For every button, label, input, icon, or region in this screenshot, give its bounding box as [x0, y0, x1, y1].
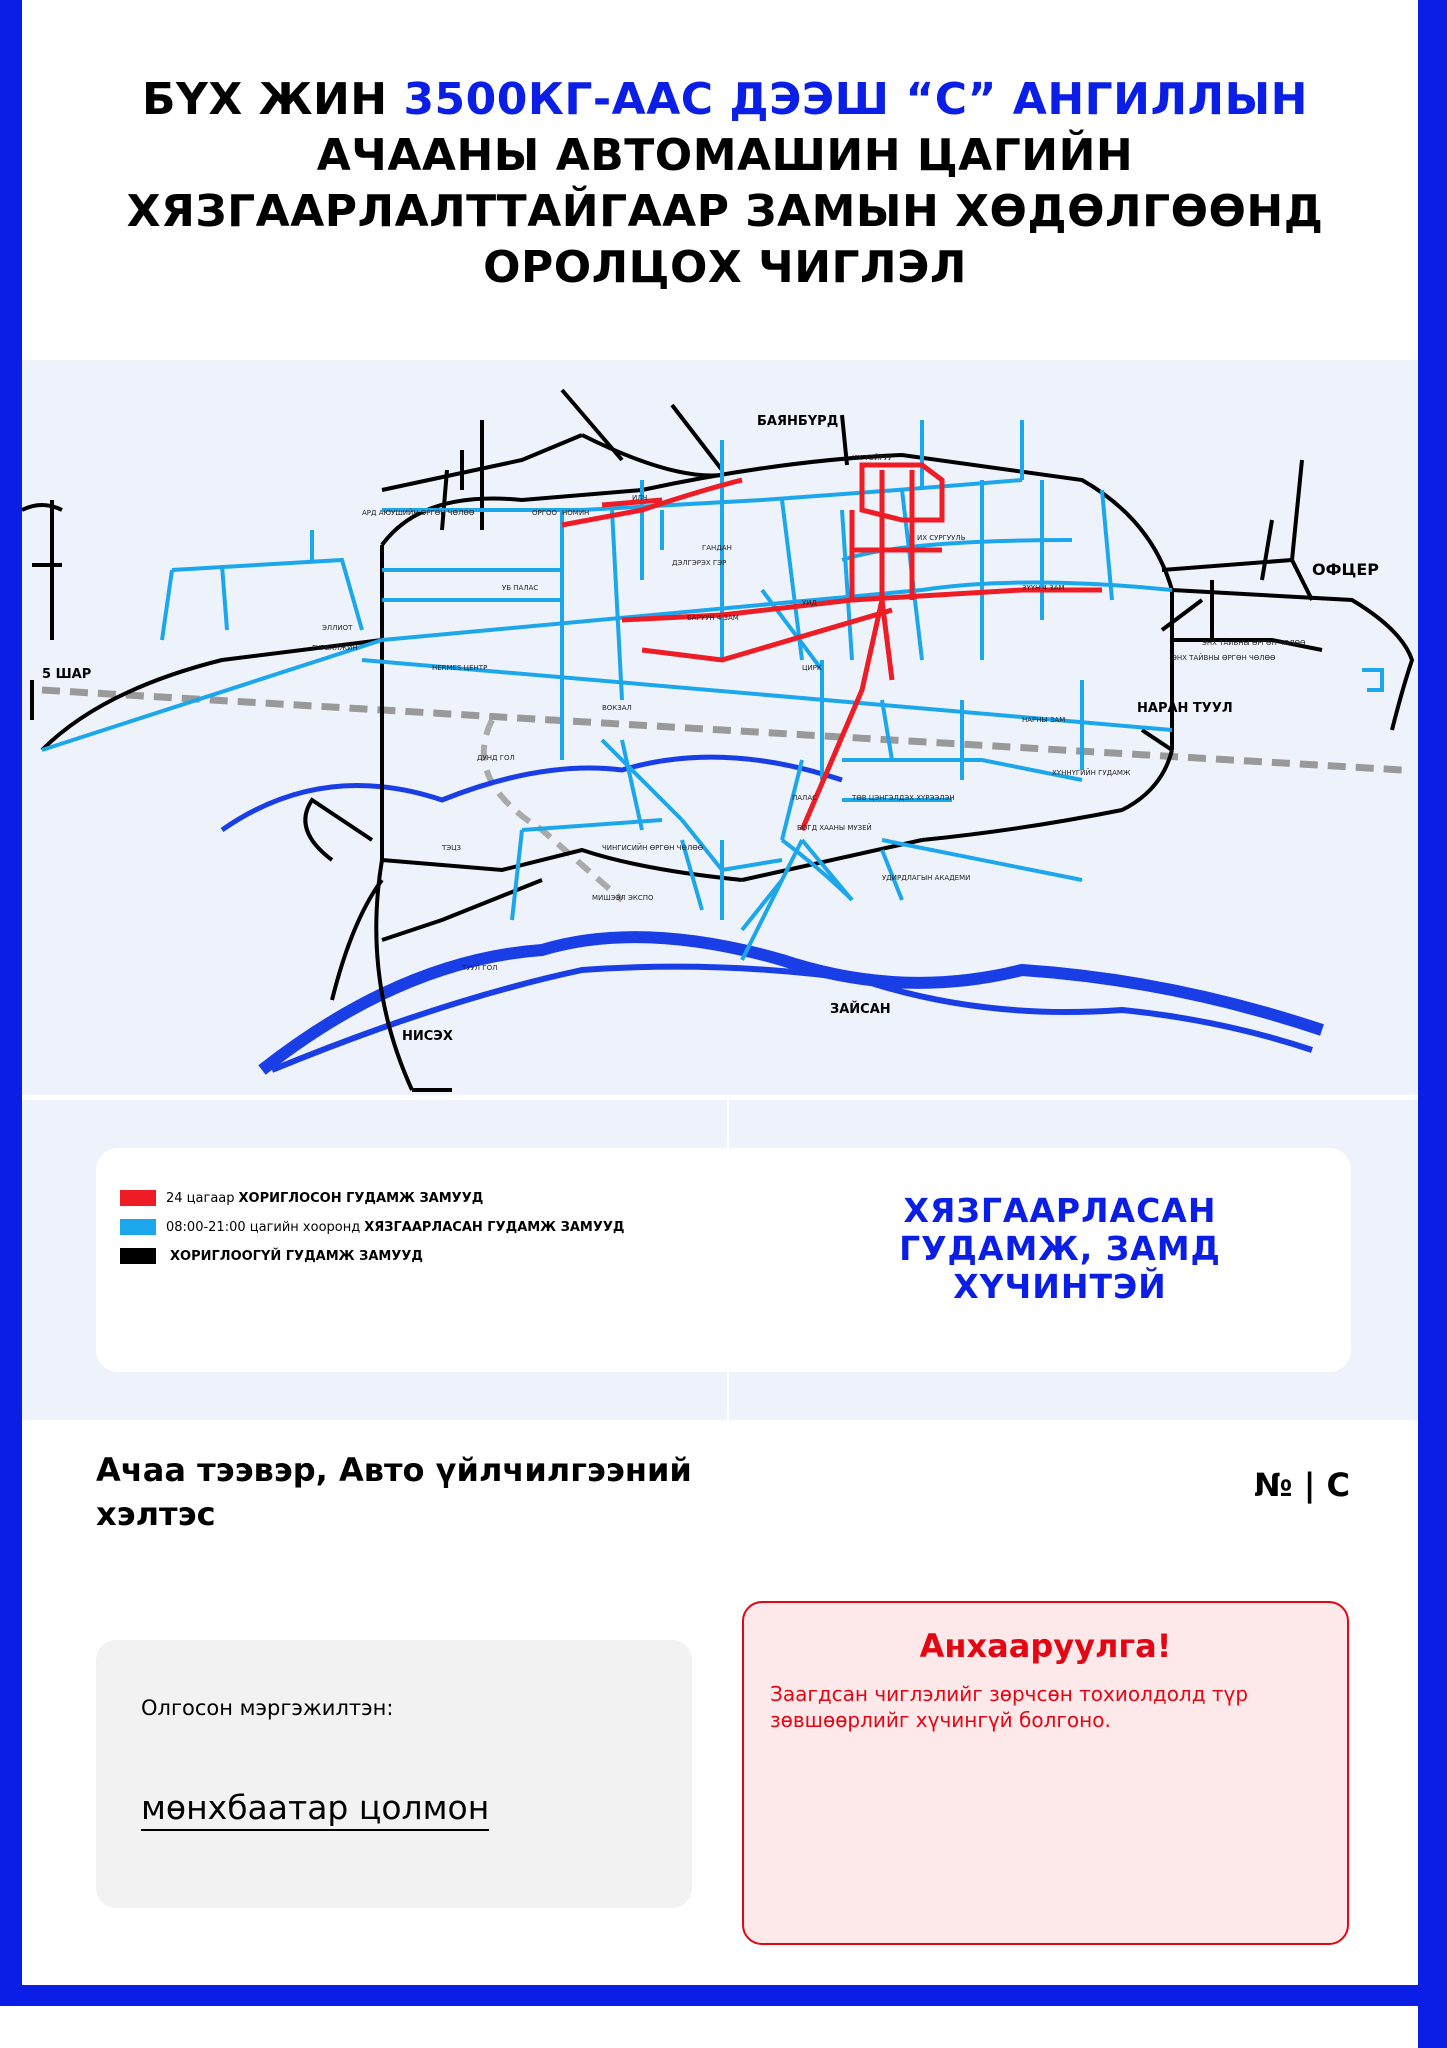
street-label: МИШЭЭЛ ЭКСПО — [592, 894, 654, 902]
street-label: ПАЛАС — [792, 794, 817, 802]
legend-swatch-red — [120, 1190, 156, 1206]
validity-text: ХЯЗГААРЛАСАН ГУДАМЖ, ЗАМД ХҮЧИНТЭЙ — [899, 1191, 1221, 1306]
legend-bold: ХОРИГЛОСОН ГУДАМЖ ЗАМУУД — [238, 1190, 484, 1206]
district-label: ЗАЙСАН — [830, 1002, 891, 1017]
bottom-border — [0, 1985, 1447, 2006]
street-label: ИЛЧ — [632, 494, 648, 502]
street-label: ИХ ТОЙРУУ — [852, 454, 893, 462]
document-number: № | С — [1254, 1466, 1350, 1504]
district-label: 5 ШАР — [42, 667, 92, 682]
street-label: УДИРДЛАГЫН АКАДЕМИ — [882, 874, 971, 882]
street-label: ЧИНГИСИЙН ӨРГӨН ЧӨЛӨӨ — [602, 844, 704, 852]
street-label: НОМИН — [562, 509, 590, 517]
railway-branch — [484, 720, 622, 900]
left-border — [0, 0, 22, 2004]
district-label: НИСЭХ — [402, 1029, 453, 1044]
street-label: HERMES ЦЕНТР — [432, 664, 488, 672]
street-label: ЗҮҮН 4 ЗАМ — [1022, 584, 1065, 592]
legend-bold: ХОРИГЛООГҮЙ ГУДАМЖ ЗАМУУД — [170, 1248, 423, 1264]
street-label: НАРНЫ ЗАМ — [1022, 716, 1066, 724]
warning-body: Заагдсан чиглэлийг зөрчсөн тохиолдолд түр зөвшөөрлийг хүчингүй болгоно. — [770, 1682, 1249, 1732]
street-label: ОРГОО — [532, 509, 558, 517]
issuer-name: мөнхбаатар цолмон — [141, 1788, 489, 1831]
street-label: ЭНХ ТАЙВНЫ ӨРГӨН ЧӨЛӨӨ — [1172, 654, 1276, 662]
legend-bold: ХЯЗГААРЛАСАН ГУДАМЖ ЗАМУУД — [364, 1219, 625, 1235]
legend-text: 24 цагаар — [166, 1190, 235, 1206]
street-label: ВОКЗАЛ — [602, 704, 632, 712]
street-label: ЭНХ ТАЙВНЫ ӨРГӨН ЧӨЛӨӨ — [1202, 639, 1306, 647]
page-title — [60, 72, 1390, 296]
title-part-1: БҮХ ЖИН — [141, 74, 404, 125]
street-label: ТУУЛ ГОЛ — [462, 964, 498, 972]
district-label: БАЯНБҮРД — [757, 414, 839, 429]
street-label: ИХ СУРГУУЛЬ — [917, 534, 966, 542]
legend-swatch-blue — [120, 1219, 156, 1235]
dund-river — [222, 757, 842, 830]
street-label: ЦИРК — [802, 664, 822, 672]
restricted-roads — [42, 420, 1172, 960]
tuul-river — [262, 937, 1322, 1070]
district-label: ОФЦЕР — [1312, 560, 1379, 579]
street-label: ДЭЛГЭРЭХ ГЭР — [672, 559, 727, 567]
street-label: УБ ПАЛАС — [502, 584, 539, 592]
title-highlight: 3500КГ-ААС ДЭЭШ “С” АНГИЛЛЫН — [403, 74, 1309, 125]
street-label: ТӨВ ЦЭНГЭЛДЭХ ХҮРЭЭЛЭН — [852, 794, 955, 802]
street-label: УИД — [802, 599, 817, 607]
street-label: ДУНД ГОЛ — [477, 754, 515, 762]
street-label: ТЭЦ3 — [442, 844, 462, 852]
right-border — [1418, 0, 1447, 2048]
warning-box — [742, 1601, 1349, 1945]
street-label: ХҮННҮГИЙН ГУДАМЖ — [1052, 769, 1131, 777]
street-label: БАРУУН 4 ЗАМ — [687, 614, 739, 622]
warning-title: Анхааруулга! — [919, 1627, 1172, 1665]
district-label: НАРАН ТУУЛ — [1137, 701, 1233, 716]
issuer-label: Олгосон мэргэжилтэн: — [141, 1696, 394, 1720]
street-label: ГАНДАН — [702, 544, 732, 552]
legend-item-allowed — [120, 1248, 423, 1264]
route-map-drawing — [22, 360, 1418, 1095]
route-map — [22, 360, 1418, 1095]
issuer-box — [96, 1640, 692, 1908]
department-name: Ачаа тээвэр, Авто үйлчилгээний хэлтэс — [96, 1451, 692, 1533]
title-part-2: АЧААНЫ АВТОМАШИН ЦАГИЙН ХЯЗГААРЛАЛТТАЙГААР ЗАМЫН ХӨДӨЛГӨӨНД ОРОЛЦОХ ЧИГЛЭЛ — [126, 130, 1324, 293]
street-label: АРД АЮУШИЙН ӨРГӨН ЧӨЛӨӨ — [362, 509, 475, 517]
street-label: ГУРВАЛЖИН — [312, 644, 358, 652]
street-label: БОГД ХААНЫ МУЗЕЙ — [797, 824, 872, 832]
legend-item-restricted — [120, 1219, 624, 1235]
legend-text: 08:00-21:00 цагийн хооронд — [166, 1219, 361, 1235]
legend-item-forbidden — [120, 1190, 483, 1206]
pond — [1362, 670, 1382, 690]
legend-swatch-black — [120, 1248, 156, 1264]
allowed-roads — [22, 390, 1412, 1090]
street-label: ЭЛЛИОТ — [322, 624, 353, 632]
